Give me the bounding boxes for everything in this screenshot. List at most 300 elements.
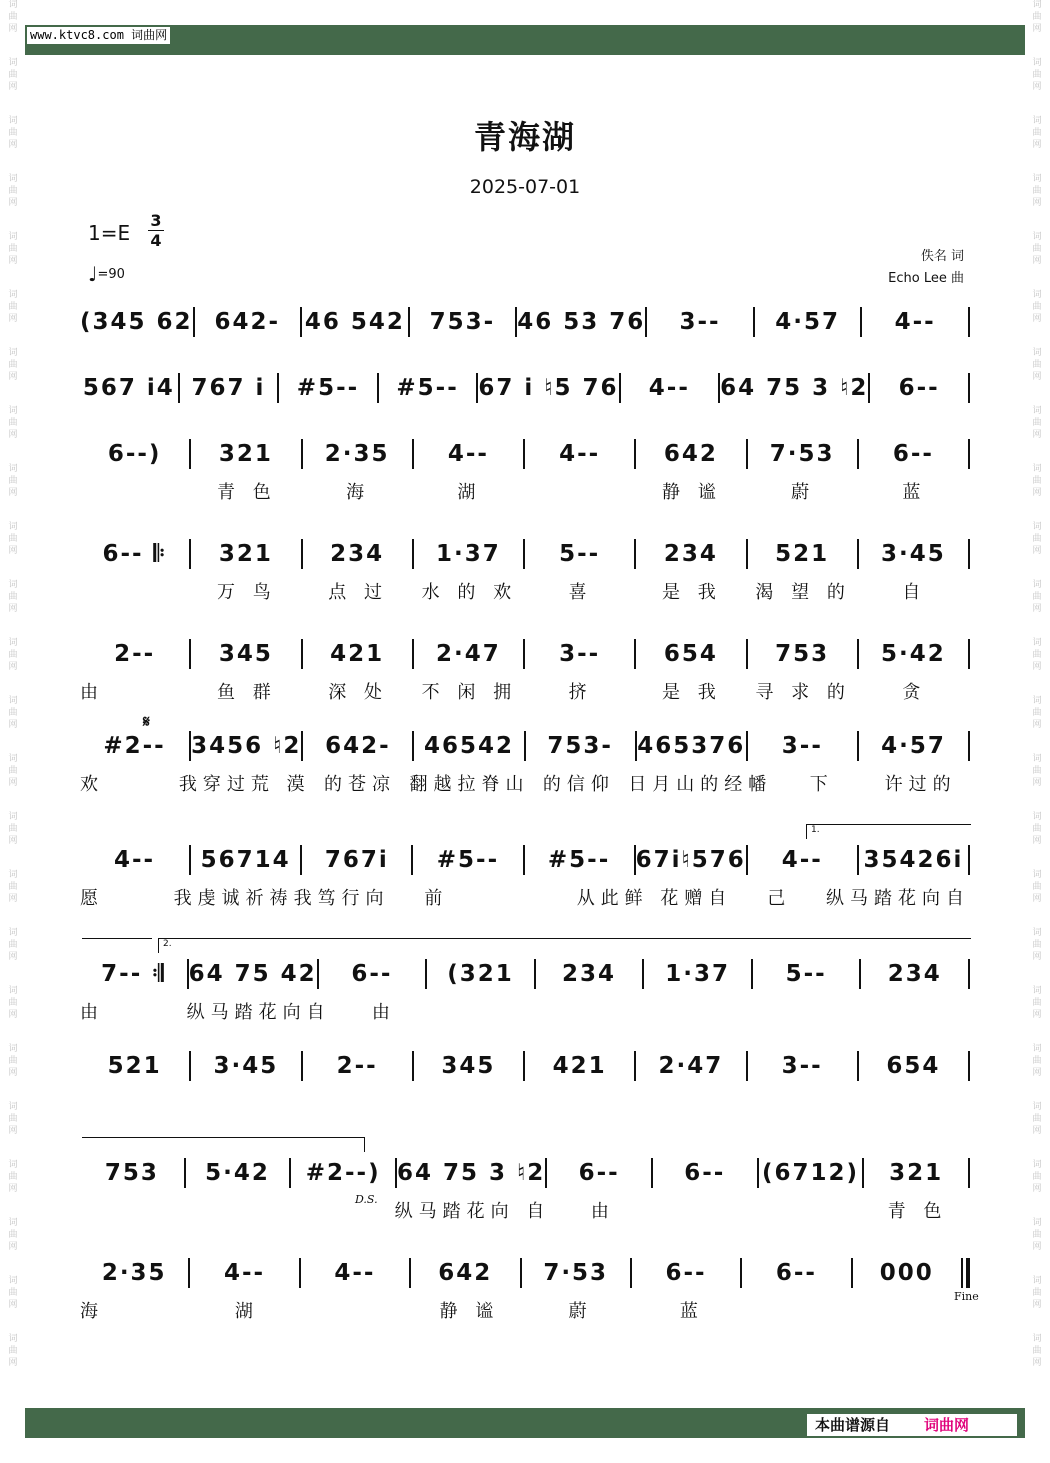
watermark-char: 词 xyxy=(8,58,18,68)
watermark-char: 网 xyxy=(8,256,18,266)
measure: 4-- xyxy=(781,847,823,873)
measure: 46 53 76 xyxy=(517,309,646,335)
measure: 4-- xyxy=(894,309,936,335)
lyric-segment: 静 谧 xyxy=(439,1301,500,1322)
lyric-segment: 静 谧 xyxy=(662,482,722,503)
measure: 753 xyxy=(775,641,830,667)
measure: 3-- xyxy=(559,641,601,667)
watermark-char: 曲 xyxy=(8,940,18,950)
lyric-segment: 海 xyxy=(346,482,371,503)
watermark-char: 曲 xyxy=(8,882,18,892)
source-text: 本曲谱源自 xyxy=(815,1416,891,1434)
measure: 3-- xyxy=(781,1053,823,1079)
watermark-char: 词 xyxy=(8,870,18,880)
song-date: 2025-07-01 xyxy=(469,176,581,198)
bottom-banner xyxy=(25,1408,1025,1438)
measure: 7·53 xyxy=(543,1260,609,1286)
lyrics-row xyxy=(80,996,970,1026)
watermark-char: 曲 xyxy=(1032,302,1042,312)
measure: 3-- xyxy=(679,309,721,335)
watermark-char: 网 xyxy=(1032,1184,1042,1194)
measure: 642- xyxy=(214,309,281,335)
watermark-char: 词 xyxy=(1032,232,1042,242)
tempo-marking xyxy=(88,262,125,286)
watermark-char: 网 xyxy=(8,1300,18,1310)
lyric-segment: 深 处 xyxy=(328,682,388,703)
watermark-char: 词 xyxy=(8,1334,18,1344)
watermark-char: 词 xyxy=(8,116,18,126)
measure: 2·35 xyxy=(324,441,390,467)
watermark-char: 词 xyxy=(1032,1044,1042,1054)
measure: 67 i ♮5 76 xyxy=(478,375,619,401)
watermark-char: 曲 xyxy=(1032,244,1042,254)
lyric-segment: 渴 望 的 xyxy=(755,582,851,603)
score-system xyxy=(80,952,970,1026)
measure: 345 xyxy=(441,1053,496,1079)
watermark-char: 网 xyxy=(1032,140,1042,150)
measure: 5-- xyxy=(785,961,827,987)
lyric-segment: 青 色 xyxy=(217,482,277,503)
score-system xyxy=(80,724,970,798)
notes-row xyxy=(80,432,970,476)
score-system xyxy=(80,1044,970,1088)
watermark-char: 网 xyxy=(8,952,18,962)
measure: 321 xyxy=(218,441,273,467)
source-brand-link[interactable]: 词曲网 xyxy=(924,1416,970,1434)
measure: 753 xyxy=(104,1160,159,1186)
measure: 6-- xyxy=(898,375,940,401)
notes-row xyxy=(80,838,970,882)
watermark-char: 网 xyxy=(1032,952,1042,962)
site-url[interactable]: www.ktvc8.com 词曲网 xyxy=(27,27,170,44)
measure: 1·37 xyxy=(436,541,501,567)
measure: 5·42 xyxy=(881,641,946,667)
watermark-char: 词 xyxy=(1032,58,1042,68)
watermark-char: 曲 xyxy=(8,1056,18,1066)
watermark-char: 网 xyxy=(1032,1126,1042,1136)
watermark-char: 曲 xyxy=(8,592,18,602)
watermark-char: 词 xyxy=(8,348,18,358)
score-system xyxy=(80,532,970,606)
volta-second-ending-end xyxy=(82,1137,365,1152)
lyric-segment: 海 xyxy=(80,1301,104,1322)
watermark-char: 词 xyxy=(1032,0,1042,10)
watermark-char: 网 xyxy=(8,662,18,672)
watermark-char: 曲 xyxy=(8,186,18,196)
lyric-segment: 愿 xyxy=(80,888,104,909)
watermark-char: 曲 xyxy=(8,534,18,544)
watermark-char: 词 xyxy=(1032,290,1042,300)
watermark-char: 网 xyxy=(8,836,18,846)
watermark-char: 曲 xyxy=(1032,12,1042,22)
lyric-segment: 由 xyxy=(80,1002,104,1023)
watermark-char: 曲 xyxy=(8,1230,18,1240)
measure: 5-- xyxy=(559,541,601,567)
lyric-segment: 贪 xyxy=(902,682,927,703)
watermark-char: 网 xyxy=(8,198,18,208)
watermark-char: 词 xyxy=(1032,464,1042,474)
watermark-char: 网 xyxy=(8,720,18,730)
watermark-char: 网 xyxy=(8,140,18,150)
measure: (345 62 xyxy=(80,309,193,335)
watermark-char: 词 xyxy=(8,0,18,10)
measure: 2·47 xyxy=(436,641,501,667)
volta-2-label: 2. xyxy=(163,939,172,949)
watermark-char: 曲 xyxy=(8,70,18,80)
lyric-segment: 翻越拉脊山 xyxy=(409,774,530,795)
watermark-char: 词 xyxy=(8,754,18,764)
measure: 7·53 xyxy=(769,441,835,467)
volta-first-ending-continued xyxy=(82,938,152,953)
lyric-segment: 湖 xyxy=(234,1301,259,1322)
watermark-char: 词 xyxy=(1032,348,1042,358)
watermark-char: 曲 xyxy=(1032,882,1042,892)
watermark-char: 词 xyxy=(1032,116,1042,126)
lyric-segment: 万 鸟 xyxy=(217,582,277,603)
measure: 4·57 xyxy=(775,309,840,335)
right-watermark-strip xyxy=(1026,0,1048,1463)
watermark-char: 网 xyxy=(1032,604,1042,614)
volta-second-ending xyxy=(158,938,971,953)
watermark-char: 曲 xyxy=(1032,1056,1042,1066)
final-barline xyxy=(961,1258,970,1288)
watermark-char: 曲 xyxy=(1032,708,1042,718)
key-signature: 1=E xyxy=(88,221,131,245)
lyric-segment: 蓝 xyxy=(679,1301,704,1322)
lyrics-row xyxy=(80,476,970,506)
measure: 767 i xyxy=(191,375,266,401)
tempo-value: =90 xyxy=(97,267,125,282)
lyric-segment: 是 我 xyxy=(662,682,722,703)
watermark-char: 词 xyxy=(8,1102,18,1112)
watermark-char: 网 xyxy=(8,24,18,34)
watermark-char: 曲 xyxy=(1032,360,1042,370)
measure: 4-- xyxy=(447,441,489,467)
watermark-char: 曲 xyxy=(8,998,18,1008)
watermark-char: 词 xyxy=(8,696,18,706)
watermark-char: 词 xyxy=(8,986,18,996)
watermark-char: 词 xyxy=(8,1160,18,1170)
lyric-segment: 下 xyxy=(809,774,834,795)
measure: 345 xyxy=(218,641,273,667)
barline xyxy=(968,639,970,669)
measure: 5·42 xyxy=(205,1160,270,1186)
watermark-char: 曲 xyxy=(8,1172,18,1182)
watermark-char: 词 xyxy=(8,1276,18,1286)
measure: 642 xyxy=(438,1260,493,1286)
measure: 321 xyxy=(218,541,273,567)
watermark-char: 词 xyxy=(8,522,18,532)
watermark-char: 词 xyxy=(1032,1276,1042,1286)
score-system xyxy=(80,300,970,344)
measure: 521 xyxy=(775,541,830,567)
lyric-segment: 寻 求 的 xyxy=(755,682,851,703)
watermark-char: 曲 xyxy=(8,650,18,660)
barline xyxy=(968,1158,970,1188)
watermark-char: 曲 xyxy=(8,1114,18,1124)
measure: 4·57 xyxy=(881,733,946,759)
watermark-char: 网 xyxy=(1032,720,1042,730)
measure: 6--) xyxy=(107,441,162,467)
watermark-char: 词 xyxy=(1032,522,1042,532)
watermark-char: 曲 xyxy=(8,302,18,312)
watermark-char: 词 xyxy=(1032,406,1042,416)
lyric-segment: 日月山的经幡 xyxy=(628,774,773,795)
measure: 46 542 xyxy=(304,309,405,335)
watermark-char: 曲 xyxy=(1032,534,1042,544)
watermark-char: 网 xyxy=(8,430,18,440)
watermark-char: 曲 xyxy=(1032,1346,1042,1356)
barline xyxy=(968,373,970,403)
lyrics-row xyxy=(80,882,970,912)
measure: 4-- xyxy=(114,847,156,873)
measure: 4-- xyxy=(559,441,601,467)
lyric-segment: 挤 xyxy=(568,682,593,703)
watermark-char: 曲 xyxy=(1032,186,1042,196)
watermark-char: 曲 xyxy=(8,12,18,22)
lyric-segment: 欢 xyxy=(80,774,104,795)
watermark-char: 网 xyxy=(8,1358,18,1368)
watermark-char: 网 xyxy=(8,1184,18,1194)
measure: 3-- xyxy=(781,733,823,759)
measure: 6-- xyxy=(578,1160,620,1186)
notes-row xyxy=(80,1044,970,1088)
measure: 421 xyxy=(552,1053,607,1079)
watermark-char: 网 xyxy=(1032,256,1042,266)
watermark-char: 词 xyxy=(1032,928,1042,938)
measure: 4-- xyxy=(648,375,690,401)
lyric-segment: 水 的 欢 xyxy=(421,582,518,603)
watermark-char: 词 xyxy=(1032,580,1042,590)
watermark-char: 曲 xyxy=(8,708,18,718)
watermark-char: 词 xyxy=(1032,696,1042,706)
quarter-note-icon: ♩ xyxy=(88,262,98,286)
score-system xyxy=(80,838,970,912)
lyric-segment: 蔚 xyxy=(568,1301,593,1322)
lyric-segment: 不 闲 拥 xyxy=(421,682,518,703)
watermark-char: 曲 xyxy=(1032,418,1042,428)
measure: 000 xyxy=(879,1260,934,1286)
measure: 642 xyxy=(663,441,718,467)
measure: 3·45 xyxy=(213,1053,279,1079)
time-signature-bottom: 4 xyxy=(148,230,164,250)
barline xyxy=(968,845,970,875)
watermark-char: 网 xyxy=(8,1242,18,1252)
watermark-char: 词 xyxy=(8,232,18,242)
watermark-char: 词 xyxy=(8,1218,18,1228)
watermark-char: 网 xyxy=(8,1126,18,1136)
watermark-char: 词 xyxy=(1032,812,1042,822)
score-system xyxy=(80,632,970,706)
watermark-char: 曲 xyxy=(8,476,18,486)
watermark-char: 网 xyxy=(8,894,18,904)
measure: 46542 xyxy=(424,733,515,759)
lyric-segment: 点 过 xyxy=(328,582,388,603)
lyricist-credit: 佚名 词 xyxy=(920,249,964,264)
measure: 654 xyxy=(886,1053,941,1079)
measure: 2-- xyxy=(336,1053,378,1079)
measure: 2·47 xyxy=(658,1053,724,1079)
lyric-segment: 由 xyxy=(590,1201,615,1222)
measure: 56714 xyxy=(200,847,291,873)
watermark-char: 网 xyxy=(1032,662,1042,672)
watermark-char: 网 xyxy=(1032,372,1042,382)
watermark-char: 曲 xyxy=(1032,940,1042,950)
measure: (6712) xyxy=(761,1160,859,1186)
watermark-char: 网 xyxy=(1032,488,1042,498)
lyric-segment: 从此鲜 花赠自 xyxy=(576,888,733,909)
watermark-char: 曲 xyxy=(8,824,18,834)
watermark-char: 网 xyxy=(1032,24,1042,34)
time-signature-top: 3 xyxy=(150,211,162,230)
watermark-char: 词 xyxy=(8,1044,18,1054)
measure: 2-- xyxy=(114,641,156,667)
lyric-segment: 鱼 群 xyxy=(217,682,277,703)
watermark-char: 曲 xyxy=(8,418,18,428)
watermark-char: 曲 xyxy=(1032,824,1042,834)
lyric-segment: 喜 xyxy=(568,582,593,603)
watermark-char: 词 xyxy=(8,580,18,590)
notes-row xyxy=(80,300,970,344)
notes-row xyxy=(80,532,970,576)
lyric-segment: 纵马踏花向自 xyxy=(825,888,970,909)
watermark-char: 曲 xyxy=(1032,476,1042,486)
watermark-char: 词 xyxy=(1032,1218,1042,1228)
lyrics-row xyxy=(80,1295,970,1325)
watermark-char: 词 xyxy=(8,638,18,648)
lyric-segment: 青 色 xyxy=(887,1201,948,1222)
watermark-char: 曲 xyxy=(1032,70,1042,80)
measure: 35426i xyxy=(863,847,964,873)
watermark-char: 曲 xyxy=(1032,1172,1042,1182)
watermark-char: 词 xyxy=(1032,870,1042,880)
watermark-char: 曲 xyxy=(1032,128,1042,138)
watermark-char: 曲 xyxy=(8,1288,18,1298)
lyric-segment: 是 我 xyxy=(662,582,722,603)
lyric-segment: 由 xyxy=(371,1002,396,1023)
watermark-char: 网 xyxy=(1032,198,1042,208)
measure: 654 xyxy=(663,641,718,667)
barline xyxy=(968,539,970,569)
watermark-char: 词 xyxy=(8,464,18,474)
lyric-segment: 湖 xyxy=(457,482,482,503)
score-system xyxy=(80,366,970,410)
measure: 6-- 𝄆 xyxy=(102,541,167,567)
measure: 6-- xyxy=(665,1260,707,1286)
watermark-char: 词 xyxy=(1032,1102,1042,1112)
lyric-segment: 的苍凉 xyxy=(324,774,397,795)
watermark-char: 网 xyxy=(1032,430,1042,440)
lyric-segment: 许过的 xyxy=(884,774,957,795)
watermark-char: 网 xyxy=(8,82,18,92)
notes-row xyxy=(80,1151,970,1195)
watermark-char: 网 xyxy=(8,314,18,324)
score-system xyxy=(80,432,970,506)
watermark-char: 曲 xyxy=(8,766,18,776)
barline xyxy=(968,731,970,761)
notes-row xyxy=(80,952,970,996)
measure: 6-- xyxy=(684,1160,726,1186)
watermark-char: 网 xyxy=(1032,1358,1042,1368)
notes-row xyxy=(80,632,970,676)
dal-segno-mark: D.S. xyxy=(355,1193,378,1206)
measure: 767i xyxy=(324,847,389,873)
lyric-segment: 的信仰 xyxy=(542,774,615,795)
measure: 753- xyxy=(429,309,496,335)
lyric-segment: 我笃行向 xyxy=(293,888,390,909)
measure: 521 xyxy=(107,1053,162,1079)
watermark-char: 曲 xyxy=(1032,1288,1042,1298)
measure: (321 xyxy=(447,961,514,987)
measure: 2·35 xyxy=(101,1260,167,1286)
measure: 4-- xyxy=(224,1260,266,1286)
watermark-char: 网 xyxy=(8,372,18,382)
watermark-char: 曲 xyxy=(1032,1230,1042,1240)
lyric-segment: 由 xyxy=(80,682,104,703)
barline xyxy=(968,959,970,989)
composer-credit: Echo Lee 曲 xyxy=(888,271,964,286)
measure: 234 xyxy=(330,541,385,567)
measure: #2-- xyxy=(103,733,166,759)
lyrics-row xyxy=(80,1195,970,1225)
measure: #5-- xyxy=(436,847,500,873)
source-label xyxy=(807,1414,1017,1436)
watermark-char: 网 xyxy=(1032,1068,1042,1078)
watermark-char: 词 xyxy=(1032,754,1042,764)
watermark-char: 网 xyxy=(1032,1010,1042,1020)
lyric-segment: 前 xyxy=(424,888,449,909)
watermark-char: 曲 xyxy=(1032,650,1042,660)
watermark-char: 网 xyxy=(1032,1300,1042,1310)
lyric-segment: 己 xyxy=(767,888,792,909)
measure: 465376 xyxy=(637,733,746,759)
watermark-char: 词 xyxy=(8,812,18,822)
notes-row xyxy=(80,1251,970,1295)
barline xyxy=(968,439,970,469)
notes-row xyxy=(80,724,970,768)
measure: 234 xyxy=(562,961,617,987)
measure: 642- xyxy=(325,733,391,759)
score-system xyxy=(80,1251,970,1325)
barline xyxy=(968,307,970,337)
score-system xyxy=(80,1151,970,1225)
watermark-char: 网 xyxy=(8,488,18,498)
watermark-char: 词 xyxy=(1032,638,1042,648)
barline xyxy=(968,1051,970,1081)
watermark-char: 网 xyxy=(8,604,18,614)
watermark-char: 词 xyxy=(1032,174,1042,184)
left-watermark-strip xyxy=(2,0,24,1463)
measure: 234 xyxy=(887,961,942,987)
watermark-char: 网 xyxy=(8,1068,18,1078)
measure: 67i♮576 xyxy=(635,847,746,873)
watermark-char: 词 xyxy=(8,928,18,938)
watermark-char: 曲 xyxy=(8,1346,18,1356)
watermark-char: 网 xyxy=(1032,778,1042,788)
measure: 7-- 𝄇 xyxy=(101,961,166,987)
watermark-char: 网 xyxy=(1032,1242,1042,1252)
lyrics-row xyxy=(80,676,970,706)
measure: 234 xyxy=(663,541,718,567)
lyric-segment: 蓝 xyxy=(902,482,927,503)
measure: 6-- xyxy=(892,441,934,467)
watermark-char: 曲 xyxy=(1032,998,1042,1008)
watermark-char: 词 xyxy=(8,290,18,300)
watermark-char: 曲 xyxy=(1032,1114,1042,1124)
lyric-segment: 我穿过荒 漠 xyxy=(178,774,311,795)
measure: 64 75 3 ♮2 xyxy=(397,1160,546,1186)
measure: 64 75 3 ♮2 xyxy=(720,375,869,401)
